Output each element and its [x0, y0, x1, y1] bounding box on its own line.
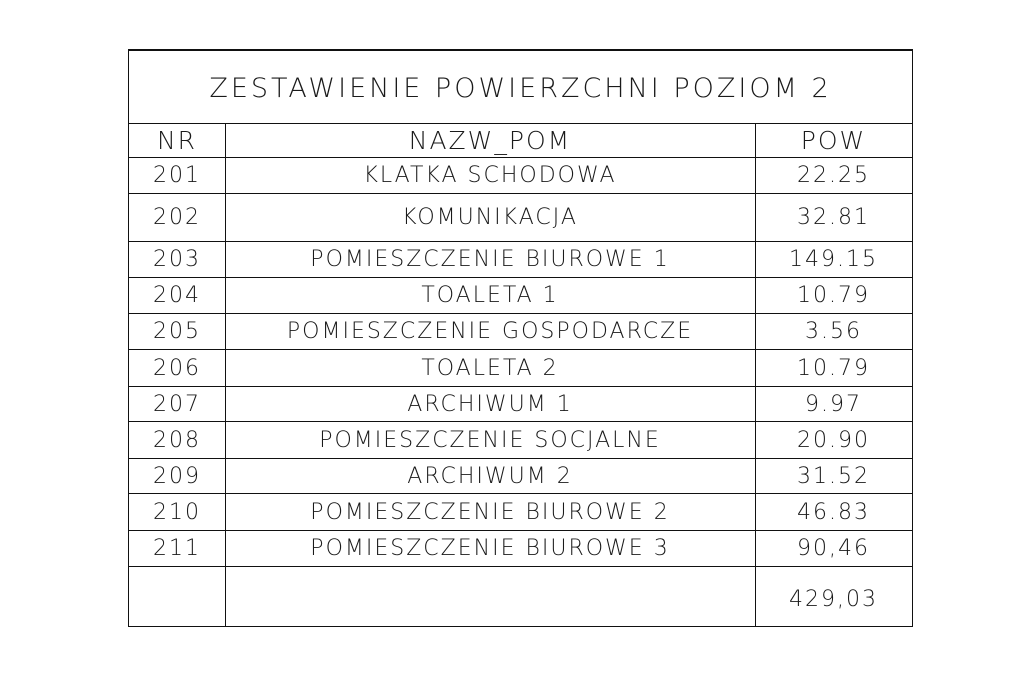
table-title: ZESTAWIENIE POWIERZCHNI POZIOM 2 [129, 51, 912, 124]
room-area: 90,46 [797, 536, 870, 561]
table-row [129, 194, 912, 242]
room-name: POMIESZCZENIE SOCJALNE [319, 427, 661, 453]
table-row [129, 422, 912, 459]
room-number: 205 [153, 319, 201, 344]
room-number: 204 [153, 283, 201, 308]
table-row [129, 278, 912, 314]
room-number: 209 [153, 463, 201, 489]
room-number: 211 [153, 536, 201, 561]
room-area: 3.56 [805, 319, 862, 344]
room-area: 20.90 [797, 427, 870, 453]
table-row [129, 350, 912, 387]
room-number: 203 [153, 247, 201, 272]
room-number: 207 [153, 391, 201, 417]
room-area: 31.52 [797, 463, 870, 489]
column-divider [225, 124, 226, 626]
room-name: KOMUNIKACJA [402, 205, 578, 230]
total-empty-nr [129, 567, 225, 627]
column-header-nr: NR [156, 126, 198, 155]
table-row [129, 314, 912, 350]
room-area: 10.79 [797, 355, 870, 381]
column-header-name: NAZW_POM [408, 126, 572, 155]
room-area: 22.25 [797, 163, 870, 188]
column-header-pow: POW [800, 126, 867, 155]
room-name: POMIESZCZENIE BIUROWE 3 [310, 536, 670, 561]
total-empty-name [225, 567, 755, 627]
room-name: ARCHIWUM 1 [407, 391, 573, 417]
room-number: 202 [153, 205, 201, 230]
table-row [129, 158, 912, 194]
header-row [129, 124, 912, 158]
room-number: 210 [153, 499, 201, 525]
room-area: 10.79 [797, 283, 870, 308]
room-name: POMIESZCZENIE BIUROWE 1 [310, 247, 670, 272]
table-row [129, 242, 912, 278]
room-name: TOALETA 1 [421, 283, 559, 308]
table-row [129, 531, 912, 567]
room-area: 149.15 [789, 247, 878, 272]
room-number: 206 [153, 355, 201, 381]
room-number: 201 [153, 163, 201, 188]
total-row [129, 567, 912, 627]
room-name: POMIESZCZENIE BIUROWE 2 [310, 499, 670, 525]
table-row [129, 387, 912, 422]
room-area: 46.83 [797, 499, 870, 525]
room-area: 32.81 [797, 205, 870, 230]
room-name: POMIESZCZENIE GOSPODARCZE [286, 319, 694, 344]
column-divider [755, 124, 756, 626]
room-name: KLATKA SCHODOWA [363, 163, 617, 188]
room-area: 9.97 [805, 391, 862, 417]
total-area: 429,03 [789, 586, 878, 612]
area-schedule-table [128, 49, 913, 627]
room-number: 208 [153, 427, 201, 453]
table-row [129, 459, 912, 494]
table-row [129, 494, 912, 531]
room-name: TOALETA 2 [421, 355, 559, 381]
room-name: ARCHIWUM 2 [407, 463, 573, 489]
